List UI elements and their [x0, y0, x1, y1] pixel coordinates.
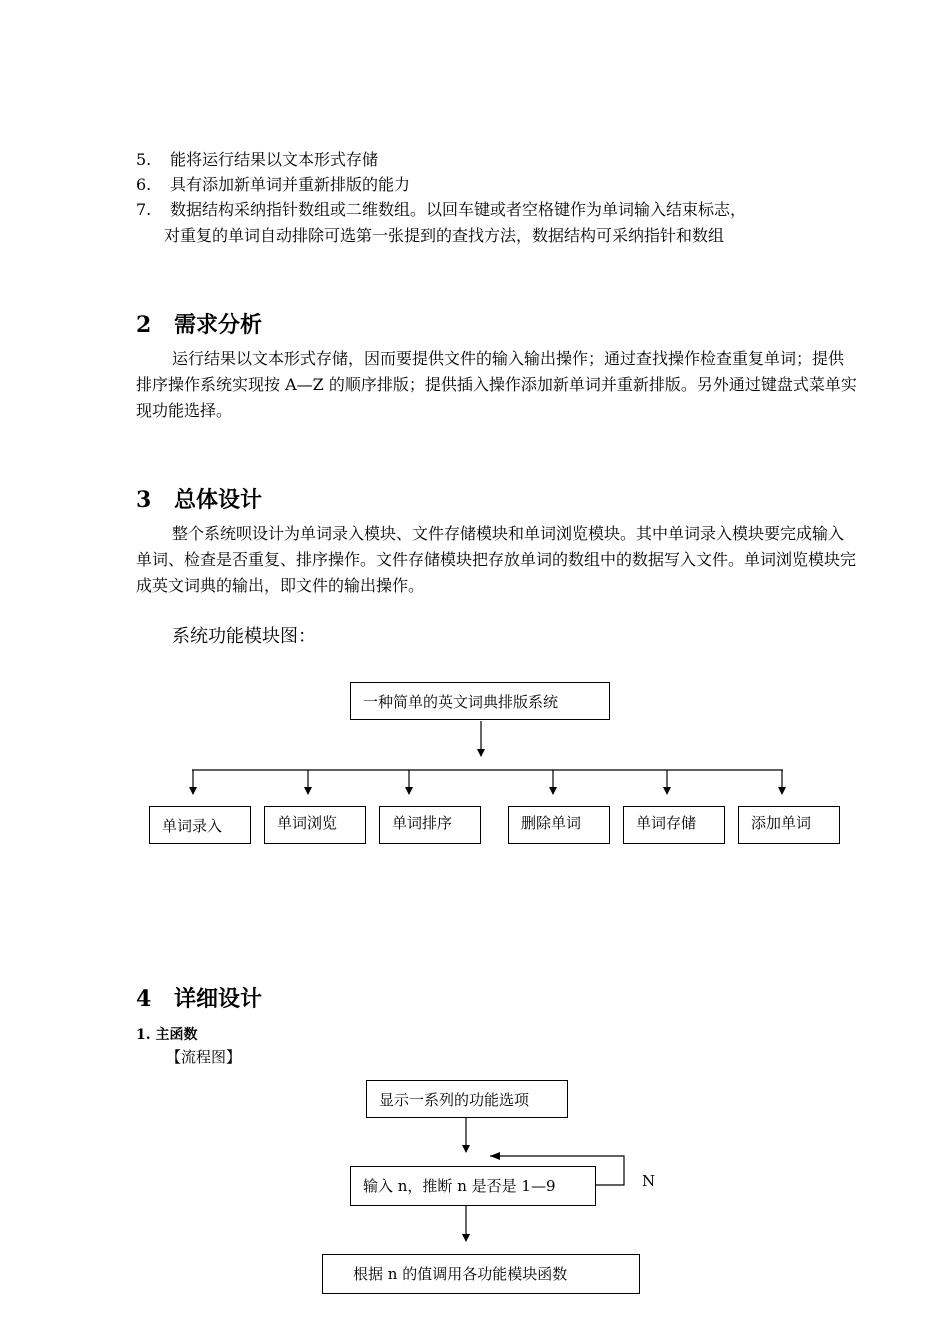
section-heading-4	[136, 982, 262, 1013]
section-title: 需求分析	[174, 312, 263, 338]
section-paragraph: 整个系统呗设计为单词录入模块、文件存储模块和单词浏览模块。其中单词录入模块要完成输入单词、检查是否重复、排序操作。文件存储模块把存放单词的数组中的数据写入文件。单词浏览模块完成英文词典的输出，即文件的输出操作。	[136, 524, 857, 595]
list-item-continuation: 对重复的单词自动排除可选第一张提到的查找方法，数据结构可采纳指针和数组	[164, 226, 725, 245]
flow-step-box	[322, 1254, 640, 1294]
module-box	[379, 806, 481, 844]
flow-decision-box	[350, 1166, 596, 1206]
module-label: 单词排序	[392, 814, 453, 832]
module-label: 单词浏览	[277, 814, 338, 832]
module-box	[264, 806, 366, 844]
list-text: 能将运行结果以文本形式存储	[170, 150, 379, 169]
flow-step-label: 显示一系列的功能选项	[379, 1091, 530, 1109]
root-module-box	[350, 682, 610, 720]
module-label: 单词录入	[162, 817, 223, 835]
section-number: 2	[136, 312, 152, 338]
list-number: 6.	[136, 175, 152, 194]
module-box	[149, 806, 251, 844]
list-text: 具有添加新单词并重新排版的能力	[170, 175, 411, 194]
section-paragraph: 运行结果以文本形式存储，因而要提供文件的输入输出操作；通过查找操作检查重复单词；提供排序操作系统实现按 A—Z 的顺序排版；提供插入操作添加新单词并重新排版。另外通过键盘式菜单实现功能选择。	[136, 349, 857, 420]
module-label: 添加单词	[751, 814, 812, 832]
list-text: 数据结构采纳指针数组或二维数组。以回车键或者空格键作为单词输入结束标志，	[170, 200, 747, 219]
list-number: 7.	[136, 200, 152, 219]
flow-step-label: 根据 n 的值调用各功能模块函数	[353, 1265, 568, 1283]
flow-step-box	[366, 1080, 568, 1118]
section-title: 详细设计	[174, 986, 263, 1012]
loop-label: N	[642, 1172, 656, 1190]
section-number: 4	[136, 986, 152, 1012]
section-number: 3	[136, 487, 152, 513]
module-box	[508, 806, 610, 844]
module-label: 删除单词	[521, 814, 582, 832]
module-label: 单词存储	[636, 814, 697, 832]
subsection-heading: 1. 主函数	[136, 1027, 198, 1043]
diagram-caption: 系统功能模块图：	[172, 626, 316, 647]
module-box	[738, 806, 840, 844]
list-number: 5.	[136, 150, 152, 169]
section-title: 总体设计	[174, 487, 263, 513]
root-module-label: 一种简单的英文词典排版系统	[363, 693, 559, 711]
flow-step-label: 输入 n，推断 n 是否是 1—9	[363, 1177, 556, 1195]
flowchart-label: 【流程图】	[166, 1048, 242, 1066]
module-box	[623, 806, 725, 844]
